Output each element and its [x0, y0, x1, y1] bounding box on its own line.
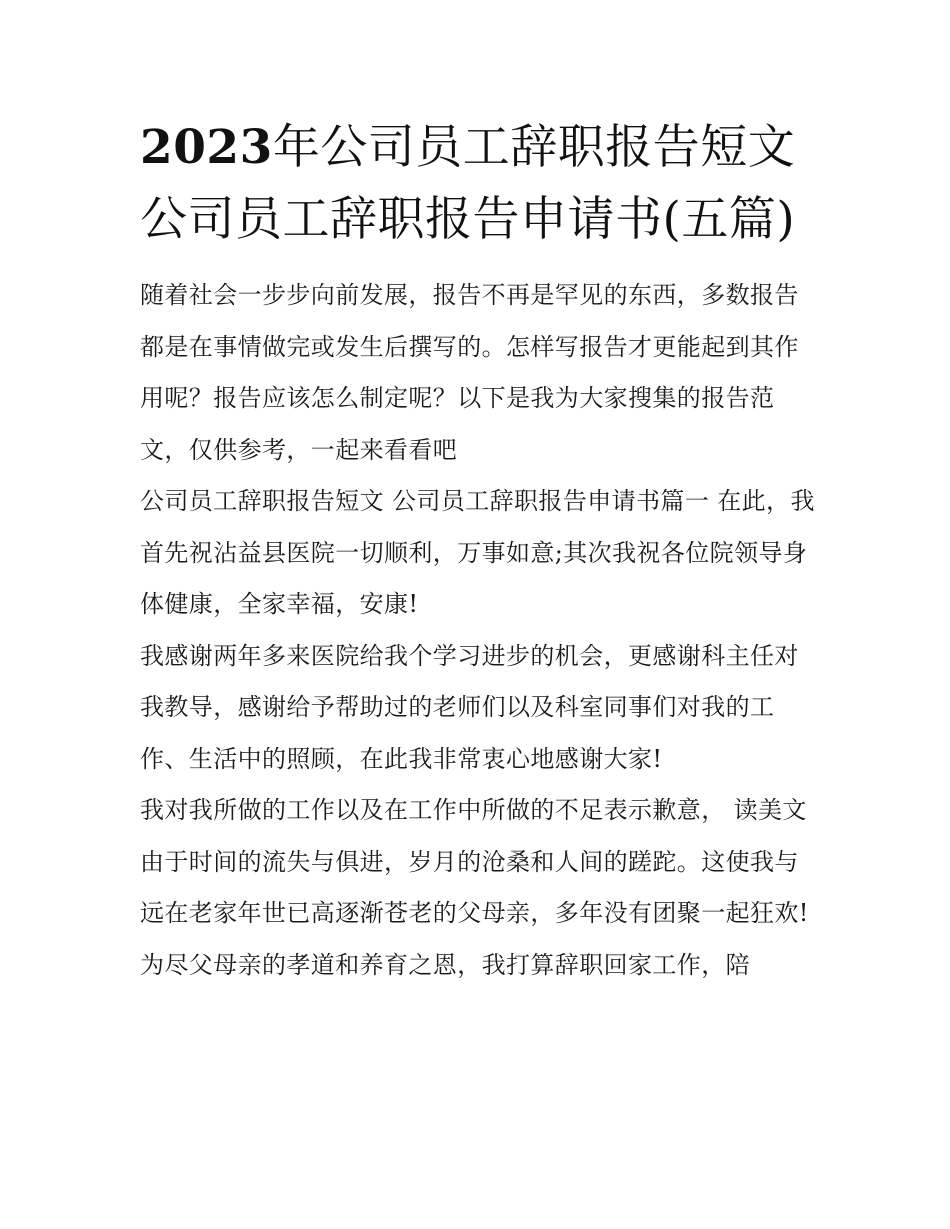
title-text: 年公司员工辞职报告短文公司员工辞职报告申请书(五篇) — [140, 120, 796, 247]
title-year: 2023 — [140, 120, 273, 175]
document-body — [140, 112, 815, 991]
document-title — [140, 112, 815, 256]
body-paragraph: 公司员工辞职报告短文 公司员工辞职报告申请书篇一 在此，我首先祝沾益县医院一切顺利，万事如意;其次我祝各位院领导身体健康，全家幸福，安康! — [140, 487, 815, 618]
body-paragraph: 我对我所做的工作以及在工作中所做的不足表示歉意， 读美文 — [140, 796, 807, 824]
intro-paragraph: 随着社会一步步向前发展，报告不再是罕见的东西，多数报告都是在事情做完或发生后撰写的。怎样写报告才更能起到其作用呢？报告应该怎么制定呢？以下是我为大家搜集的报告范文，仅供参考，一起来看看吧 — [140, 281, 799, 464]
body-paragraph: 我感谢两年多来医院给我个学习进步的机会，更感谢科主任对我教导，感谢给予帮助过的老师们以及科室同事们对我的工作、生活中的照顾，在此我非常衷心地感谢大家! — [140, 641, 799, 773]
body-paragraph: 由于时间的流失与俱进，岁月的沧桑和人间的蹉跎。这使我与远在老家年世已高逐渐苍老的父母亲，多年没有团聚一起狂欢!为尽父母亲的孝道和养育之恩，我打算辞职回家工作，陪 — [140, 847, 809, 979]
